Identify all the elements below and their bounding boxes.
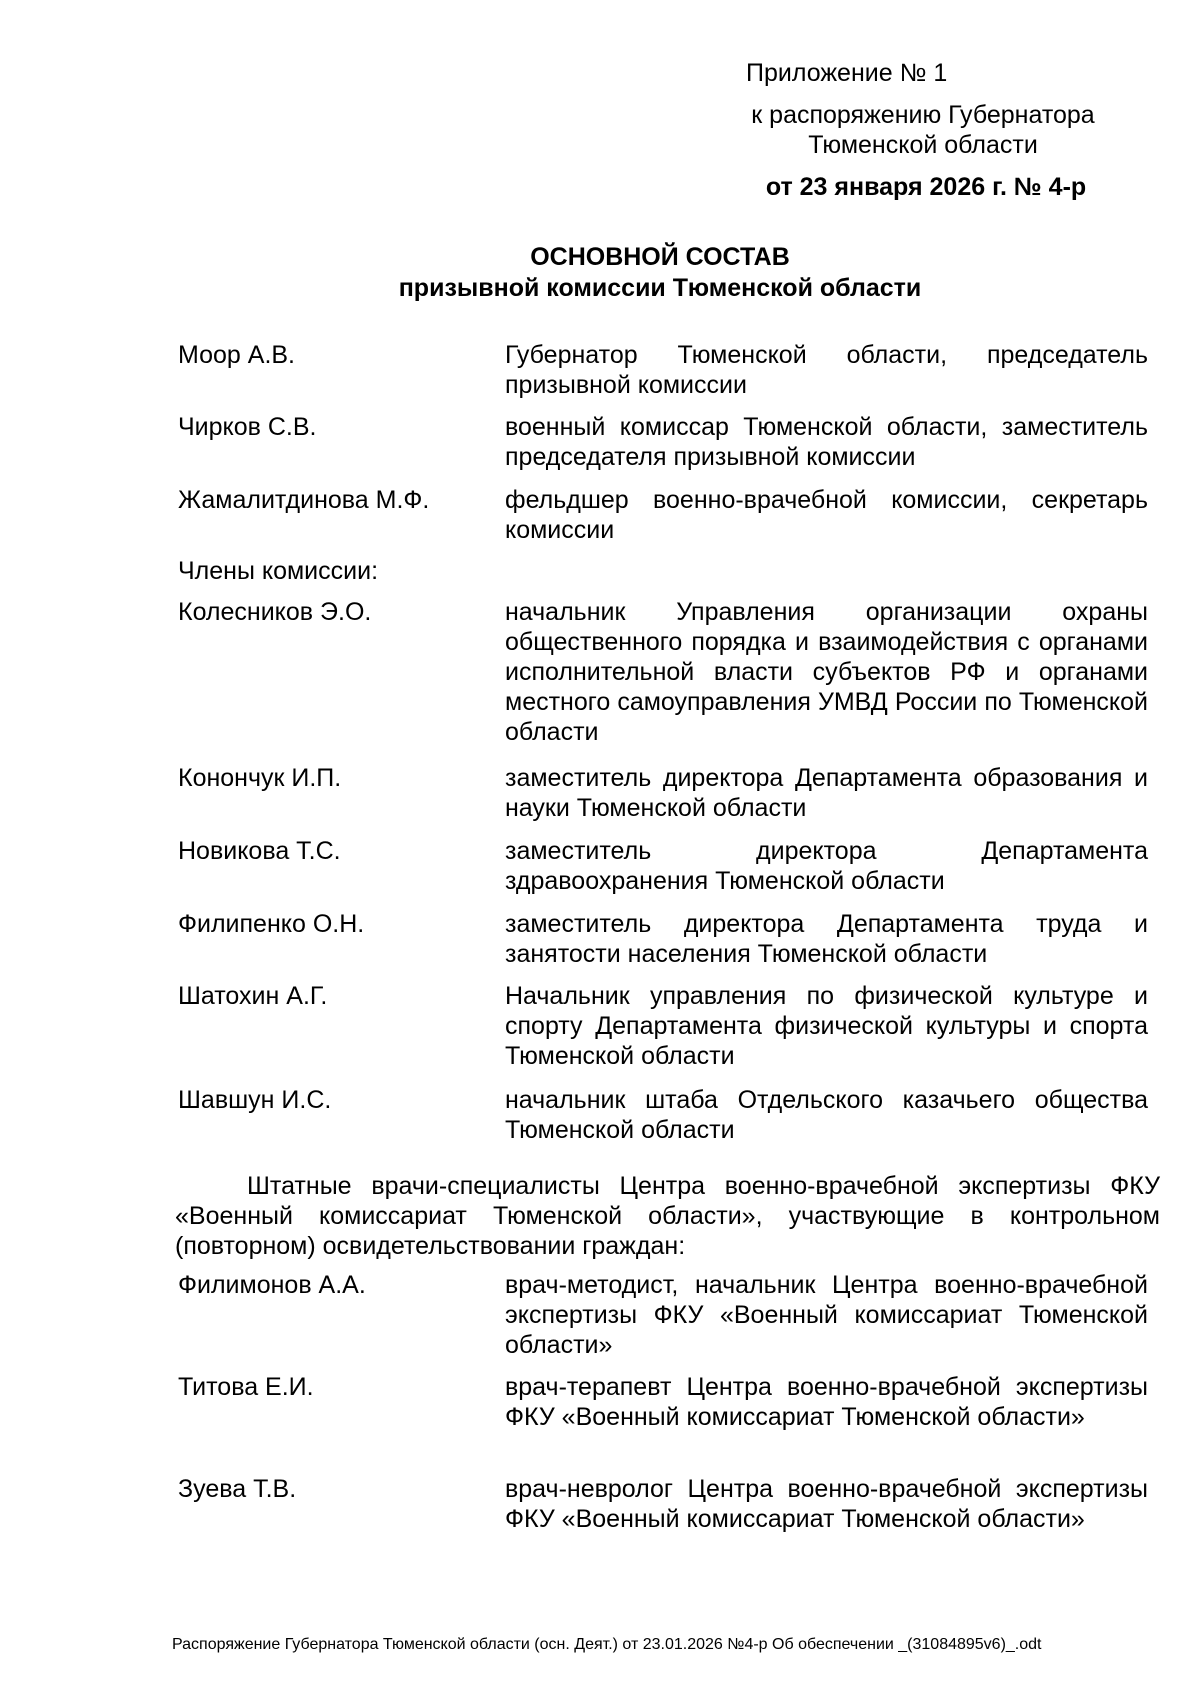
member-role: Губернатор Тюменской области, председатель призывной комиссии xyxy=(505,341,1148,399)
member-name: Новикова Т.С. xyxy=(178,837,341,865)
doctor-name: Зуева Т.В. xyxy=(178,1475,297,1503)
member-role: фельдшер военно-врачебной комиссии, секретарь комиссии xyxy=(505,486,1148,544)
member-role: начальник штаба Отдельского казачьего общества Тюменской области xyxy=(505,1086,1148,1144)
annex-ref-line2: Тюменской области xyxy=(808,131,1038,159)
member-role: заместитель директора Департамента здравоохранения Тюменской области xyxy=(505,837,1148,895)
member-name: Шавшун И.С. xyxy=(178,1086,332,1114)
member-role: военный комиссар Тюменской области, заместитель председателя призывной комиссии xyxy=(505,413,1148,471)
member-name: Чирков С.В. xyxy=(178,413,317,441)
document-subheading: призывной комиссии Тюменской области xyxy=(398,274,922,302)
member-name: Жамалитдинова М.Ф. xyxy=(178,486,430,514)
doctor-name: Филимонов А.А. xyxy=(178,1271,366,1299)
doctor-name: Титова Е.И. xyxy=(178,1373,314,1401)
annex-date: от 23 января 2026 г. № 4-р xyxy=(765,173,1087,201)
member-name: Моор А.В. xyxy=(178,341,296,369)
member-role: заместитель директора Департамента труда и занятости населения Тюменской области xyxy=(505,910,1148,968)
doctor-role: врач-терапевт Центра военно-врачебной экспертизы ФКУ «Военный комиссариат Тюменской области» xyxy=(505,1373,1148,1431)
member-role: Начальник управления по физической культуре и спорту Департамента физической культуры и спорта Тюменской области xyxy=(505,982,1148,1070)
member-role: заместитель директора Департамента образования и науки Тюменской области xyxy=(505,764,1148,822)
annex-ref-line1: к распоряжению Губернатора xyxy=(751,101,1095,129)
doctor-role: врач-методист, начальник Центра военно-врачебной экспертизы ФКУ «Военный комиссариат Тюменской области» xyxy=(505,1271,1148,1359)
member-name: Шатохин А.Г. xyxy=(178,982,328,1010)
member-name: Колесников Э.О. xyxy=(178,598,372,626)
members-label: Члены комиссии: xyxy=(178,557,379,585)
document-heading: ОСНОВНОЙ СОСТАВ xyxy=(530,243,790,271)
doctors-intro: Штатные врачи-специалисты Центра военно-врачебной экспертизы ФКУ «Военный комиссариат Тюменской области», участвующие в контрольном (повторном) освидетельствовании граждан: xyxy=(175,1172,1160,1260)
member-role: начальник Управления организации охраны общественного порядка и взаимодействия с органами исполнительной власти субъектов РФ и органами местного самоуправления УМВД России по Тюменской области xyxy=(505,598,1148,746)
annex-title: Приложение № 1 xyxy=(746,59,948,87)
member-name: Конончук И.П. xyxy=(178,764,342,792)
document-footer: Распоряжение Губернатора Тюменской области (осн. Деят.) от 23.01.2026 №4-р Об обеспечении _(31084895v6)_.odt xyxy=(172,1636,1042,1653)
doctor-role: врач-невролог Центра военно-врачебной экспертизы ФКУ «Военный комиссариат Тюменской области» xyxy=(505,1475,1148,1533)
member-name: Филипенко О.Н. xyxy=(178,910,365,938)
annex-reference xyxy=(708,100,1138,160)
